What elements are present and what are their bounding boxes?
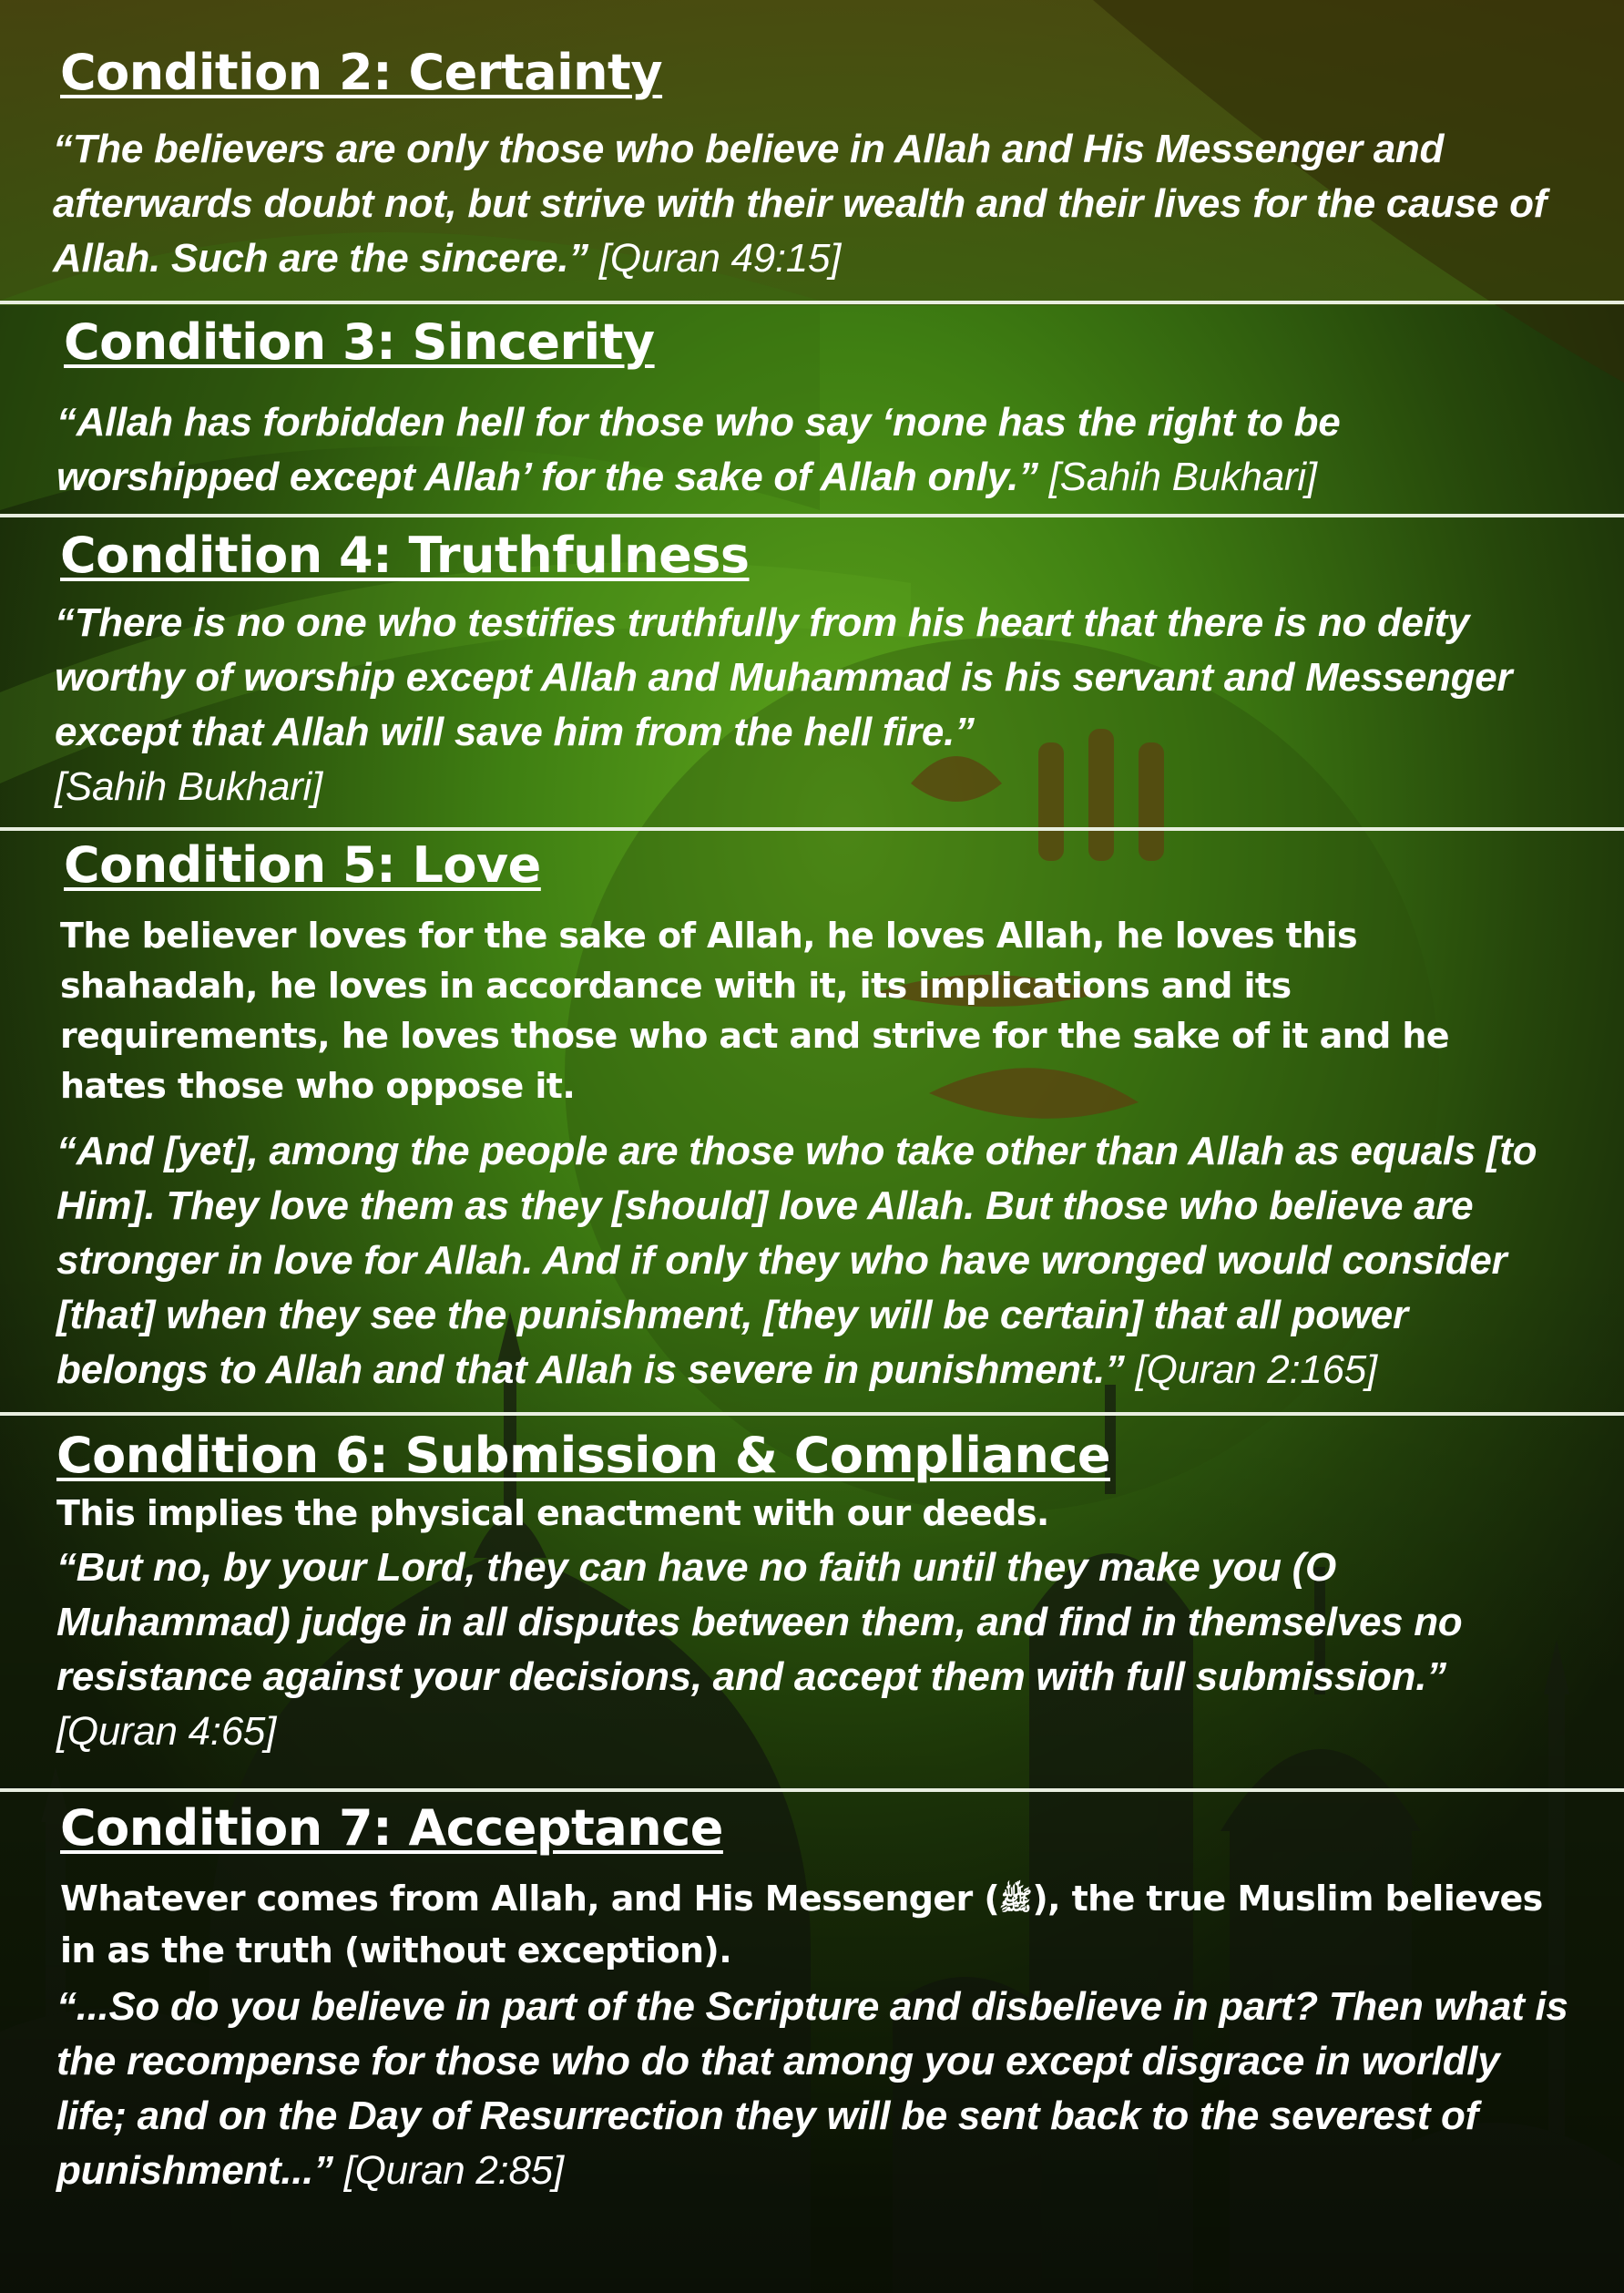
section-divider bbox=[0, 514, 1624, 517]
section-title: Condition 4: Truthfulness bbox=[60, 527, 750, 584]
section-love bbox=[0, 836, 1624, 1397]
section-divider bbox=[0, 1788, 1624, 1792]
section-title: Condition 6: Submission & Compliance bbox=[56, 1427, 1110, 1484]
section-title: Condition 3: Sincerity bbox=[64, 313, 655, 371]
section-description bbox=[0, 1874, 1624, 1976]
quote-text: “Allah has forbidden hell for those who say ‘none has the right to be worshipped except Allah’ for the sake of Allah only.” bbox=[56, 400, 1341, 499]
section-acceptance bbox=[0, 1799, 1624, 2198]
section-quote bbox=[0, 1541, 1624, 1759]
section-quote bbox=[0, 122, 1624, 286]
quote-text: “...So do you believe in part of the Scripture and disbelieve in part? Then what is the recompense for those who do that among you except disgrace in worldly life; and on the Day of Resurrection they will be sent back to the severest of punishment...” bbox=[56, 1984, 1568, 2193]
quote-reference: [Sahih Bukhari] bbox=[55, 764, 322, 809]
section-quote bbox=[0, 1124, 1624, 1397]
section-divider bbox=[0, 301, 1624, 304]
quote-reference: [Quran 4:65] bbox=[56, 1709, 276, 1754]
section-title: Condition 7: Acceptance bbox=[60, 1799, 723, 1857]
quote-reference: [Quran 2:165] bbox=[1135, 1347, 1377, 1392]
section-truthfulness bbox=[0, 527, 1624, 814]
quote-text: “The believers are only those who believe in Allah and His Messenger and afterwards doubt not, but strive with their wealth and their lives for the cause of Allah. Such are the sincere.” bbox=[53, 127, 1547, 281]
quote-text: “There is no one who testifies truthfully from his heart that there is no deity worthy of worship except Allah and Muhammad is his servant and Messenger except that Allah will save him from the hell fire.” bbox=[55, 600, 1513, 754]
quote-text: “But no, by your Lord, they can have no faith until they make you (O Muhammad) judge in all disputes between them, and find in themselves no resistance against your decisions, and accept them with full submission.” bbox=[56, 1545, 1463, 1699]
section-certainty bbox=[0, 44, 1624, 286]
section-sincerity bbox=[0, 313, 1624, 505]
section-title: Condition 5: Love bbox=[64, 836, 541, 894]
quote-reference: [Quran 49:15] bbox=[598, 236, 842, 281]
section-quote bbox=[0, 395, 1624, 505]
section-description: This implies the physical enactment with our deeds. bbox=[56, 1493, 1049, 1533]
section-divider bbox=[0, 827, 1624, 831]
quote-text: “And [yet], among the people are those who take other than Allah as equals [to Him]. They love them as they [should] love Allah. But those who believe are stronger in love for Allah. And if only they who have wronged would consider [that] when they see the punishment, [they will be certain] that all power belongs to Allah and that Allah is severe in punishment.” bbox=[56, 1129, 1537, 1392]
pbuh-symbol: ﷺ bbox=[999, 1885, 1033, 1917]
section-description: The believer loves for the sake of Allah, he loves Allah, he loves this shahadah, he loves in accordance with it, its implications and its requirements, he loves those who act and strive for the sake of it and he hates those who oppose it. bbox=[60, 916, 1449, 1106]
quote-reference: [Quran 2:85] bbox=[343, 2148, 564, 2193]
description-text-before: Whatever comes from Allah, and His Messenger ( bbox=[60, 1878, 1000, 1919]
section-submission bbox=[0, 1427, 1624, 1759]
section-quote bbox=[0, 1980, 1624, 2198]
section-title: Condition 2: Certainty bbox=[60, 44, 663, 101]
section-divider bbox=[0, 1412, 1624, 1416]
section-quote bbox=[0, 596, 1624, 814]
quote-reference: [Sahih Bukhari] bbox=[1048, 455, 1317, 499]
description-text-after: ), the true Muslim believes in as the truth (without exception). bbox=[60, 1878, 1543, 1971]
